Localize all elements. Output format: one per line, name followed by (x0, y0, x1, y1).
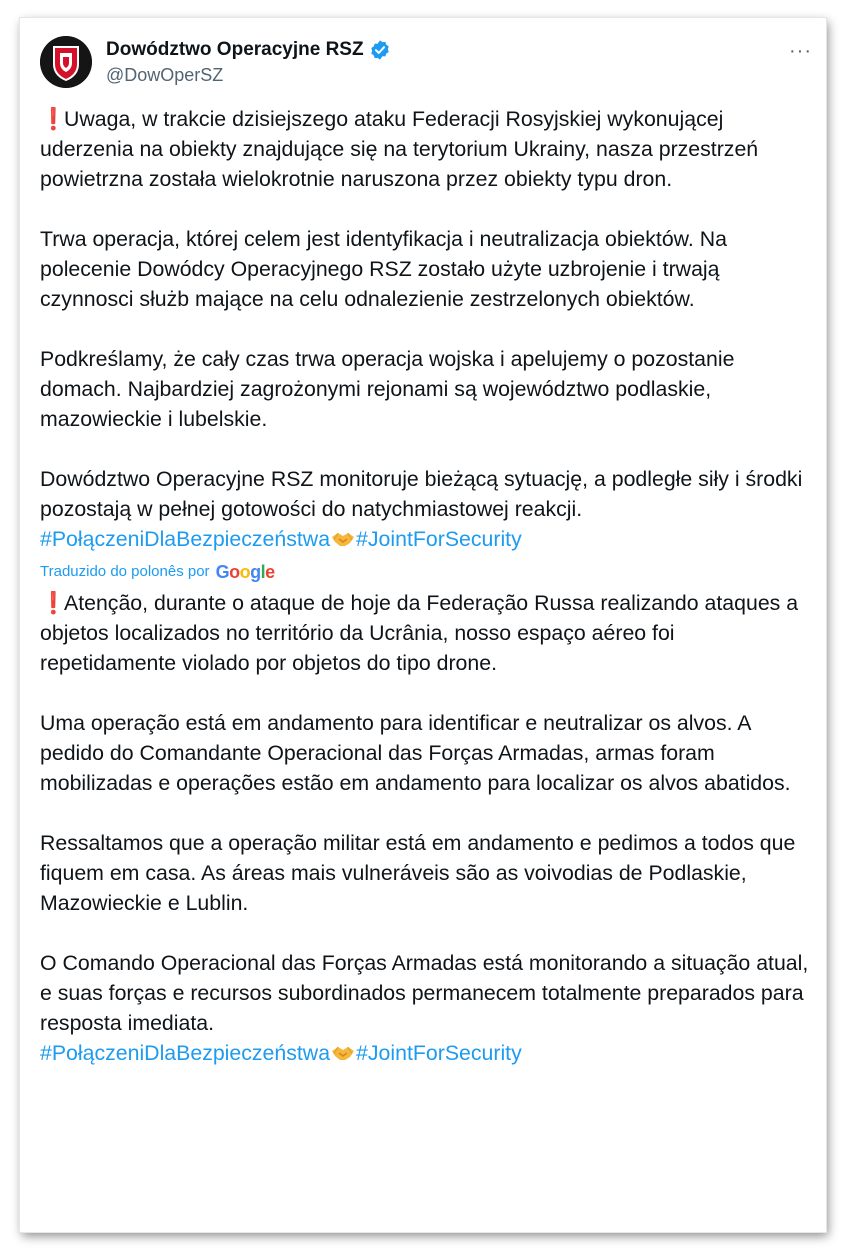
author-handle[interactable]: @DowOperSZ (106, 65, 224, 85)
translated-paragraph-2: Uma operação está em andamento para identificar e neutralizar os alvos. A pedido do Comandante Operacional das Forças Armadas, armas foram mobilizadas e operações estão em andamento para localizar os alvos abatidos. (40, 711, 791, 795)
hashtag-link[interactable]: #PołączeniDlaBezpieczeństwa (40, 1041, 331, 1065)
translated-paragraph-4: O Comando Operacional das Forças Armadas está monitorando a situação atual, e suas forças e recursos subordinados permanecem totalmente preparados para resposta imediata. #PołączeniDlaBezpieczeństwa #JointForSecurity (40, 951, 809, 1065)
author-row (106, 39, 391, 61)
tweet-card (20, 18, 826, 1232)
verified-badge-icon (369, 39, 391, 61)
original-paragraph-3: Podkreślamy, że cały czas trwa operacja wojska i apelujemy o pozostanie domach. Najbardziej zagrożonymi rejonami są województwo podlaskie, mazowieckie i lubelskie. (40, 347, 735, 431)
handshake-emoji-icon (331, 530, 355, 548)
original-paragraph-2: Trwa operacja, której celem jest identyfikacja i neutralizacja obiektów. Na polecenie Dowódcy Operacyjnego RSZ zostało użyte uzbrojenie i trwają czynnosci służb mające na celu odnalezienie zestrzelonych obiektów. (40, 227, 727, 311)
handshake-emoji-icon (331, 1044, 355, 1062)
google-logo: Google (215, 562, 275, 582)
hashtag-link[interactable]: #JointForSecurity (356, 1041, 522, 1065)
more-options-icon[interactable]: ··· (789, 40, 812, 62)
translation-notice[interactable]: Traduzido do polonês por Google (40, 562, 275, 582)
tweet-header (40, 36, 810, 106)
avatar[interactable] (40, 36, 92, 88)
exclamation-icon: ❗ (40, 107, 67, 131)
translated-paragraph-3: Ressaltamos que a operação militar está em andamento e pedimos a todos que fiquem em casa. As áreas mais vulneráveis são as voivodias de Podlaskie, Mazowieckie e Lublin. (40, 831, 796, 915)
translated-paragraph-1: ❗Atenção, durante o ataque de hoje da Federação Russa realizando ataques a objetos localizados no território da Ucrânia, nosso espaço aéreo foi repetidamente violado por objetos do tipo drone. (40, 588, 810, 678)
original-paragraph-4: Dowództwo Operacyjne RSZ monitoruje bieżącą sytuację, a podległe siły i środki pozostają w pełnej gotowości do natychmiastowej reakcji. #PołączeniDlaBezpieczeństwa #JointForSecurity (40, 467, 803, 551)
military-emblem-icon (40, 36, 92, 88)
exclamation-icon: ❗ (40, 591, 67, 615)
hashtag-link[interactable]: #JointForSecurity (356, 527, 522, 551)
tweet-body (40, 104, 810, 1068)
original-paragraph-1: ❗Uwaga, w trakcie dzisiejszego ataku Federacji Rosyjskiej wykonującej uderzenia na obiekty znajdujące się na terytorium Ukrainy, nasza przestrzeń powietrzna została wielokrotnie naruszona przez obiekty typu dron. (40, 104, 810, 194)
hashtag-link[interactable]: #PołączeniDlaBezpieczeństwa (40, 527, 331, 551)
author-name[interactable]: Dowództwo Operacyjne RSZ (106, 39, 364, 60)
